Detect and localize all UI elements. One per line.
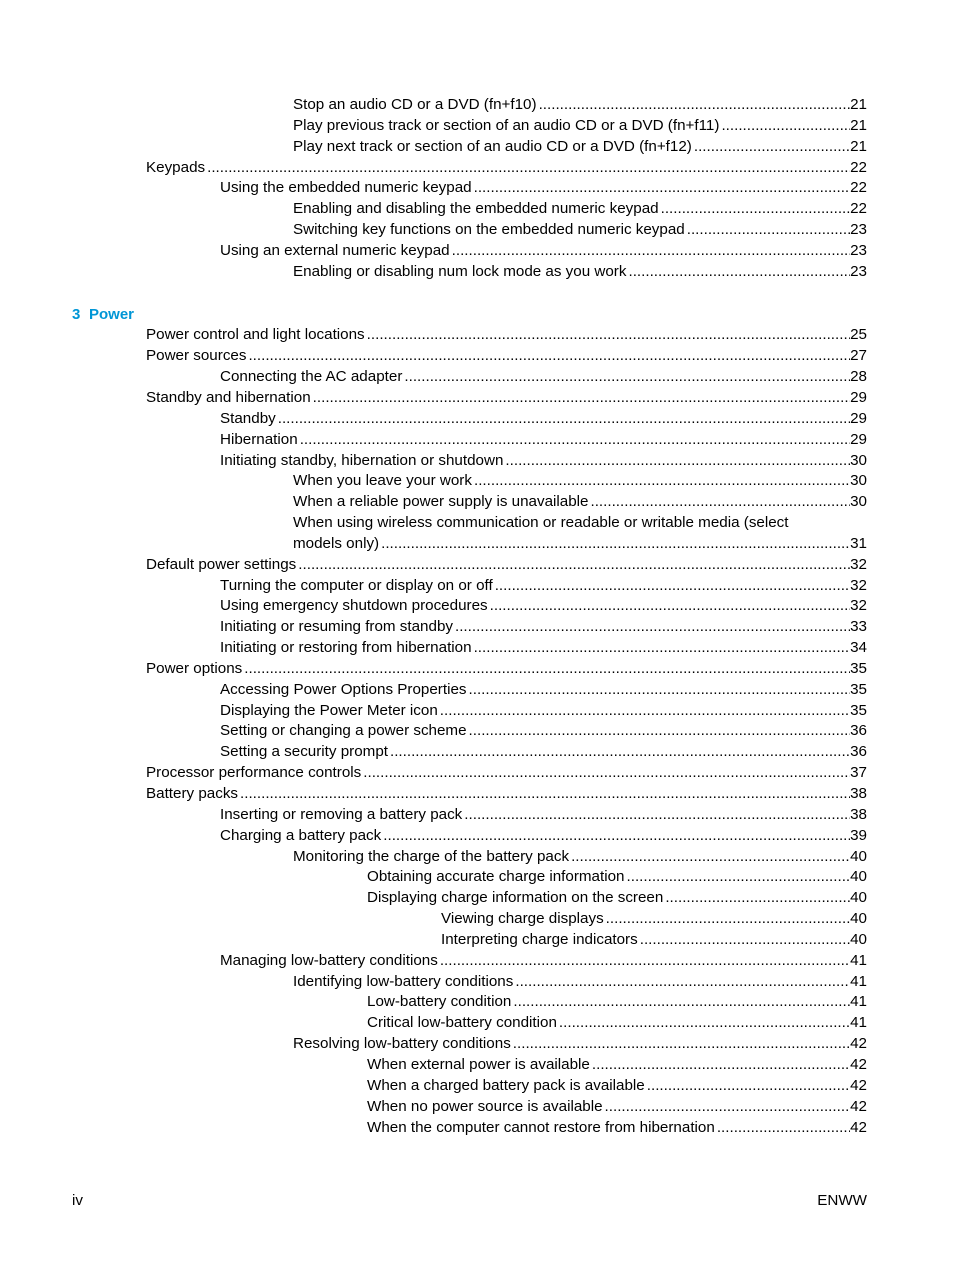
footer-doc-code: ENWW [817,1192,867,1209]
toc-entry-page: 35 [850,659,867,677]
toc-entry[interactable] [0,137,954,158]
toc-entry[interactable] [0,178,954,199]
toc-entry-text: Power options [146,659,243,677]
toc-entry-page: 33 [850,618,867,636]
toc-entry-row [220,826,867,847]
toc-group-power-a [0,325,954,513]
toc-entry-page: 40 [850,868,867,886]
toc-entry-row [220,451,867,472]
toc-entry-text: Keypads [146,158,206,176]
toc-group-media-keypads [0,95,954,283]
toc-entry-text: Resolving low-battery conditions [293,1035,511,1053]
toc-entry-text: Setting a security prompt [220,743,388,761]
toc-entry-row [220,596,867,617]
toc-entry-page: 30 [850,451,867,469]
dot-leader [661,199,850,220]
toc-entry[interactable] [0,992,954,1013]
toc-entry-row [293,116,867,137]
toc-entry-page: 36 [850,743,867,761]
toc-entry-text: Setting or changing a power scheme [220,722,467,740]
toc-entry-row [367,1118,867,1139]
toc-entry-row [220,576,867,597]
dot-leader [628,262,850,283]
toc-entry-row [293,492,867,513]
dot-leader [474,638,851,659]
toc-entry-text: Switching key functions on the embedded numeric keypad [293,221,685,239]
dot-leader [590,492,850,513]
toc-entry-page: 22 [850,179,867,197]
toc-entry[interactable] [0,158,954,179]
toc-entry[interactable] [0,721,954,742]
toc-entry-row [146,388,867,409]
toc-entry-page: 28 [850,368,867,386]
toc-entry-row [293,534,867,555]
toc-entry-page: 38 [850,785,867,802]
toc-entry[interactable] [0,617,954,638]
dot-leader [244,659,850,680]
toc-entry-text: Displaying the Power Meter icon [220,701,438,719]
dot-leader [605,1097,851,1118]
toc-entry-page: 41 [850,972,867,990]
toc-entry[interactable] [0,909,954,930]
dot-leader [539,95,851,116]
dot-leader [717,1118,850,1139]
toc-entry-row [293,199,867,220]
toc-entry-row [220,805,867,826]
toc-entry-row [220,638,867,659]
toc-entry-page: 40 [850,889,867,907]
toc-entry[interactable] [0,596,954,617]
toc-entry-row [367,867,867,888]
toc-entry-page: 29 [850,409,867,427]
dot-leader [383,826,850,847]
toc-entry-text: Stop an audio CD or a DVD (fn+f10) [293,96,537,113]
toc-entry-page: 21 [850,116,867,134]
toc-entry-row [293,95,867,116]
chapter-heading[interactable] [0,305,954,326]
toc-entry-row [367,1076,867,1097]
dot-leader [647,1076,850,1097]
toc-entry[interactable] [0,763,954,784]
toc-entry-page: 30 [850,472,867,490]
toc-entry[interactable] [0,95,954,116]
toc-entry-row [293,847,867,868]
toc-entry-text: Initiating standby, hibernation or shutdown [220,451,504,469]
dot-leader [452,241,850,262]
toc-entry[interactable] [0,220,954,241]
toc-entry-page: 41 [850,993,867,1011]
toc-entry[interactable] [0,367,954,388]
toc-entry[interactable] [0,826,954,847]
toc-entry-text: Standby and hibernation [146,388,311,406]
toc-entry[interactable] [0,1097,954,1118]
dot-leader [455,617,850,638]
toc-entry-row [220,721,867,742]
toc-entry-row [367,1055,867,1076]
dot-leader [240,784,850,805]
toc-entry-row [293,1034,867,1055]
toc-entry[interactable] [0,241,954,262]
toc-entry[interactable] [0,847,954,868]
chapter-number: 3 [72,305,81,323]
dot-leader [313,388,850,409]
chapter-title: Power [89,305,135,323]
toc-entry-page: 40 [850,910,867,928]
dot-leader [513,1034,850,1055]
toc-entry-text: Processor performance controls [146,764,362,782]
toc-entry-text: When no power source is available [367,1097,603,1115]
toc-entry-row [220,409,867,430]
toc-entry-page: 37 [850,764,867,782]
toc-entry-page: 41 [850,1014,867,1032]
toc-entry-page: 32 [850,597,867,615]
toc-entry-page: 29 [850,388,867,406]
toc-entry-page: 22 [850,200,867,218]
dot-leader [367,325,850,346]
toc-entry-page: 32 [850,555,867,573]
toc-entry-text: Interpreting charge indicators [441,930,638,948]
toc-entry-page: 27 [850,347,867,365]
toc-entry-text: Charging a battery pack [220,826,382,844]
dot-leader [515,972,850,993]
toc-entry-row [367,992,867,1013]
toc-entry-text: Managing low-battery conditions [220,951,438,969]
toc-entry-row [146,763,867,784]
toc-entry[interactable] [0,1118,954,1139]
toc-entry-page: 34 [850,639,867,657]
toc-entry-text: Play next track or section of an audio CD or a DVD (fn+f12) [293,137,692,155]
dot-leader [207,158,850,179]
toc-entry-text: Battery packs [146,785,239,802]
toc-entry-row [293,262,867,283]
toc-entry[interactable] [0,972,954,993]
dot-leader [495,576,850,597]
toc-entry[interactable] [0,951,954,972]
toc-entry[interactable] [0,555,954,576]
dot-leader [440,951,850,972]
toc-entry-page: 42 [850,1035,867,1053]
toc-entry-wrapped[interactable] [0,513,954,555]
toc-entry-page: 42 [850,1055,867,1073]
dot-leader [440,701,850,722]
toc-entry[interactable] [0,576,954,597]
toc-entry-row [220,701,867,722]
dot-leader [606,909,850,930]
dot-leader [390,742,850,763]
toc-entry-page: 35 [850,680,867,698]
toc-entry-text: Default power settings [146,555,297,573]
dot-leader [278,409,850,430]
toc-entry-row [367,1013,867,1034]
dot-leader [298,555,850,576]
toc-entry-page: 38 [850,805,867,823]
toc-entry-text: Accessing Power Options Properties [220,680,467,698]
toc-entry-row [293,137,867,158]
toc-entry-text: Displaying charge information on the screen [367,889,664,907]
toc-entry[interactable] [0,1055,954,1076]
toc-entry-page: 35 [850,701,867,719]
toc-entry-row [220,178,867,199]
toc-entry-row [293,972,867,993]
toc-entry[interactable] [0,325,954,346]
toc-entry[interactable] [0,451,954,472]
dot-leader [640,930,850,951]
toc-entry-page: 23 [850,262,867,280]
toc-entry-text: When the computer cannot restore from hibernation [367,1118,715,1136]
toc-entry-row [220,742,867,763]
dot-leader [694,137,850,158]
toc-entry-text: Standby [220,409,276,427]
toc-entry[interactable] [0,867,954,888]
toc-entry[interactable] [0,784,954,805]
toc-entry-row [441,909,867,930]
toc-entry-text: Using emergency shutdown procedures [220,597,488,615]
toc-group-power-b [0,555,954,1139]
toc-entry-page: 22 [850,158,867,176]
toc-entry[interactable] [0,930,954,951]
toc-entry[interactable] [0,742,954,763]
dot-leader [474,178,851,199]
toc-entry-text-line1: When using wireless communication or readable or writable media (select [293,514,789,532]
toc-entry-page: 39 [850,826,867,844]
toc-entry-text: Identifying low-battery conditions [293,972,514,990]
dot-leader [490,596,850,617]
toc-entry-page: 21 [850,137,867,155]
dot-leader [404,367,850,388]
toc-entry-page: 40 [850,847,867,865]
toc-entry[interactable] [0,409,954,430]
toc-entry[interactable] [0,805,954,826]
toc-entry-row [367,888,867,909]
toc-entry-text: Viewing charge displays [441,910,604,928]
toc-entry-page: 25 [850,326,867,344]
toc-entry[interactable] [0,638,954,659]
toc-entry[interactable] [0,680,954,701]
toc-entry[interactable] [0,701,954,722]
toc-entry-row [441,930,867,951]
dot-leader [474,471,850,492]
toc-entry[interactable] [0,262,954,283]
dot-leader [687,220,850,241]
dot-leader [300,430,850,451]
toc-entry-row [220,241,867,262]
toc-entry-text: Turning the computer or display on or off [220,576,493,594]
toc-entry-text: Using an external numeric keypad [220,241,450,259]
toc-entry-page: 23 [850,221,867,239]
toc-entry-text: Enabling and disabling the embedded numeric keypad [293,200,659,218]
toc-entry[interactable] [0,199,954,220]
toc-entry-row [146,325,867,346]
toc-entry-text: Inserting or removing a battery pack [220,805,463,823]
dot-leader [464,805,850,826]
toc-entry-row [220,617,867,638]
toc-entry-row [220,951,867,972]
toc-entry-row [146,659,867,680]
toc-entry-row [220,680,867,701]
toc-entry[interactable] [0,888,954,909]
toc-entry-text: Hibernation [220,430,298,448]
toc-entry-text: Critical low-battery condition [367,1014,557,1032]
footer-page-number: iv [72,1192,83,1209]
toc-entry[interactable] [0,388,954,409]
toc-entry-row [146,158,867,179]
toc-entry-page: 41 [850,951,867,969]
dot-leader [469,680,851,701]
toc-entry-text: When a reliable power supply is unavailable [293,493,589,511]
table-of-contents [0,95,954,1138]
toc-entry-text: Initiating or resuming from standby [220,618,453,636]
toc-entry-text: When you leave your work [293,472,472,490]
toc-entry-text: When external power is available [367,1055,590,1073]
toc-entry-text: Low-battery condition [367,993,512,1011]
toc-entry-text: When a charged battery pack is available [367,1076,645,1094]
toc-entry-page: 32 [850,576,867,594]
toc-entry-page: 21 [850,96,867,113]
toc-entry-page: 42 [850,1118,867,1136]
toc-entry-text: Connecting the AC adapter [220,368,403,386]
toc-entry-text: Using the embedded numeric keypad [220,179,472,197]
toc-entry[interactable] [0,1013,954,1034]
toc-entry-row [146,555,867,576]
toc-entry-row [146,784,867,805]
toc-entry[interactable] [0,1076,954,1097]
dot-leader [469,721,851,742]
toc-entry-page: 42 [850,1076,867,1094]
toc-entry[interactable] [0,492,954,513]
toc-entry-text: Enabling or disabling num lock mode as you work [293,262,627,280]
dot-leader [513,992,850,1013]
dot-leader [381,534,850,555]
dot-leader [571,847,850,868]
dot-leader [721,116,850,137]
toc-entry-page: 31 [850,534,867,552]
toc-entry-text: Play previous track or section of an audio CD or a DVD (fn+f11) [293,116,720,134]
toc-entry[interactable] [0,659,954,680]
toc-entry-row [220,430,867,451]
toc-entry[interactable] [0,471,954,492]
toc-entry-page: 42 [850,1097,867,1115]
toc-entry-row [146,346,867,367]
dot-leader [248,346,850,367]
dot-leader [665,888,850,909]
toc-entry-text-line2: models only) [293,534,380,552]
dot-leader [363,763,850,784]
dot-leader [559,1013,850,1034]
toc-entry-page: 30 [850,493,867,511]
toc-entry[interactable] [0,430,954,451]
toc-entry[interactable] [0,1034,954,1055]
toc-entry-row [367,1097,867,1118]
toc-entry-page: 23 [850,241,867,259]
toc-entry-text: Power control and light locations [146,326,365,344]
dot-leader [505,451,850,472]
dot-leader [592,1055,850,1076]
toc-entry-row [293,220,867,241]
toc-entry-row [293,471,867,492]
toc-entry-page: 40 [850,930,867,948]
toc-entry-page: 36 [850,722,867,740]
toc-entry-text: Obtaining accurate charge information [367,868,625,886]
toc-entry-text: Initiating or restoring from hibernation [220,639,472,657]
toc-entry-text: Power sources [146,347,247,365]
toc-entry[interactable] [0,116,954,137]
toc-entry-page: 29 [850,430,867,448]
toc-entry-row [220,367,867,388]
toc-entry[interactable] [0,346,954,367]
toc-entry-text: Monitoring the charge of the battery pack [293,847,570,865]
dot-leader [627,867,851,888]
